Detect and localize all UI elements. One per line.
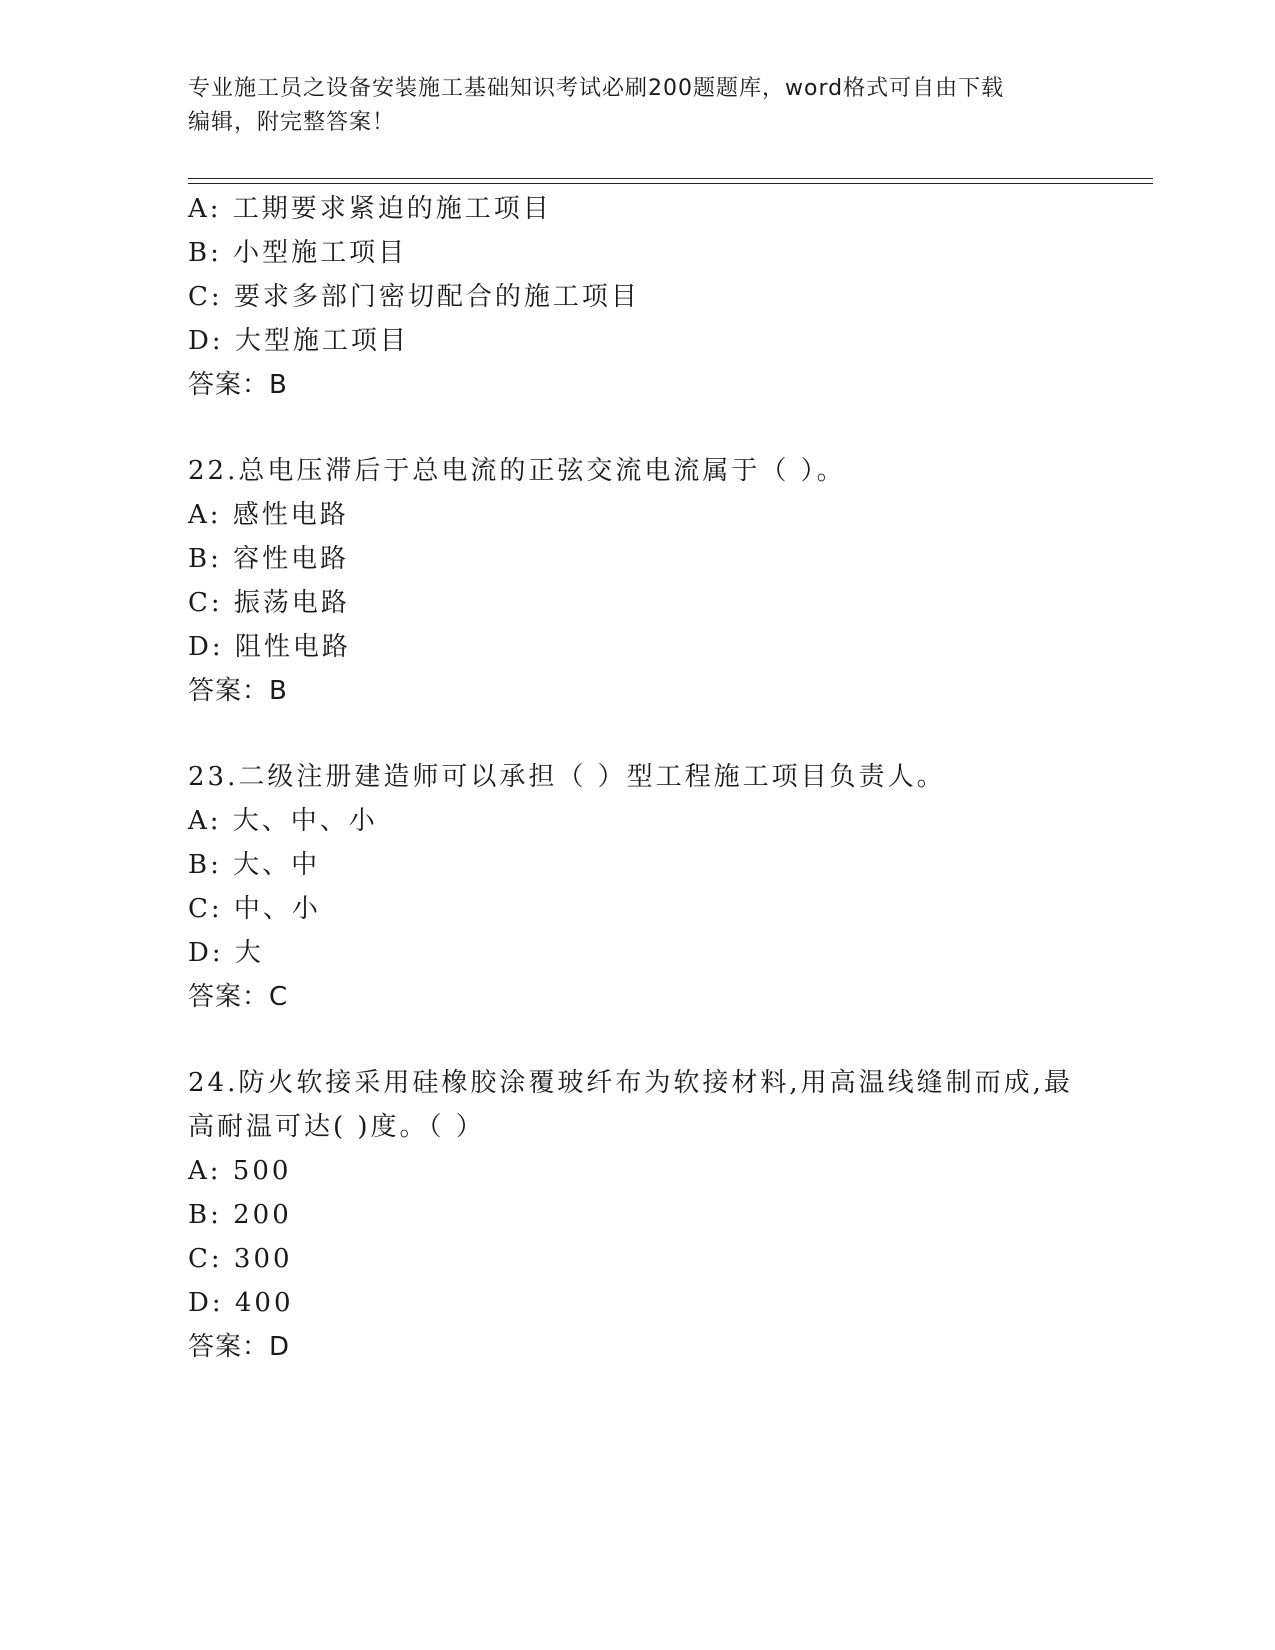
question-stem-line-2: 高耐温可达( )度。（ ）: [188, 1112, 485, 1142]
option-a: A: 工期要求紧迫的施工项目: [188, 194, 552, 224]
option-d: D: 大: [188, 938, 264, 968]
option-d: D: 大型施工项目: [188, 326, 409, 356]
option-a: A: 500: [188, 1156, 292, 1186]
option-b: B: 200: [188, 1200, 292, 1230]
option-c: C: 中、小: [188, 894, 321, 924]
answer-label: 答案：B: [188, 676, 288, 706]
option-c: C: 要求多部门密切配合的施工项目: [188, 282, 640, 312]
answer-label: 答案：C: [188, 982, 289, 1012]
option-d: D: 400: [188, 1288, 294, 1318]
option-b: B: 容性电路: [188, 544, 350, 574]
question-stem: 23.二级注册建造师可以承担（ ）型工程施工项目负责人。: [188, 762, 946, 792]
option-a: A: 大、中、小: [188, 806, 378, 836]
question-stem: 22.总电压滞后于总电流的正弦交流电流属于（ ）。: [188, 456, 846, 486]
option-c: C: 振荡电路: [188, 588, 350, 618]
header-line-2: 编辑，附完整答案！: [188, 110, 396, 135]
header-divider-bottom: [188, 183, 1153, 184]
option-c: C: 300: [188, 1244, 293, 1274]
answer-label: 答案：D: [188, 1332, 291, 1362]
option-b: B: 小型施工项目: [188, 238, 408, 268]
question-stem-line-1: 24.防火软接采用硅橡胶涂覆玻纤布为软接材料,用高温线缝制而成,最: [188, 1068, 1073, 1098]
option-d: D: 阻性电路: [188, 632, 351, 662]
answer-label: 答案：B: [188, 370, 288, 400]
option-a: A: 感性电路: [188, 500, 349, 530]
option-b: B: 大、中: [188, 850, 321, 880]
document-header: [188, 72, 1088, 140]
header-divider-top: [188, 178, 1153, 179]
header-line-1: 专业施工员之设备安装施工基础知识考试必刷200题题库，word格式可自由下载: [188, 76, 1005, 101]
